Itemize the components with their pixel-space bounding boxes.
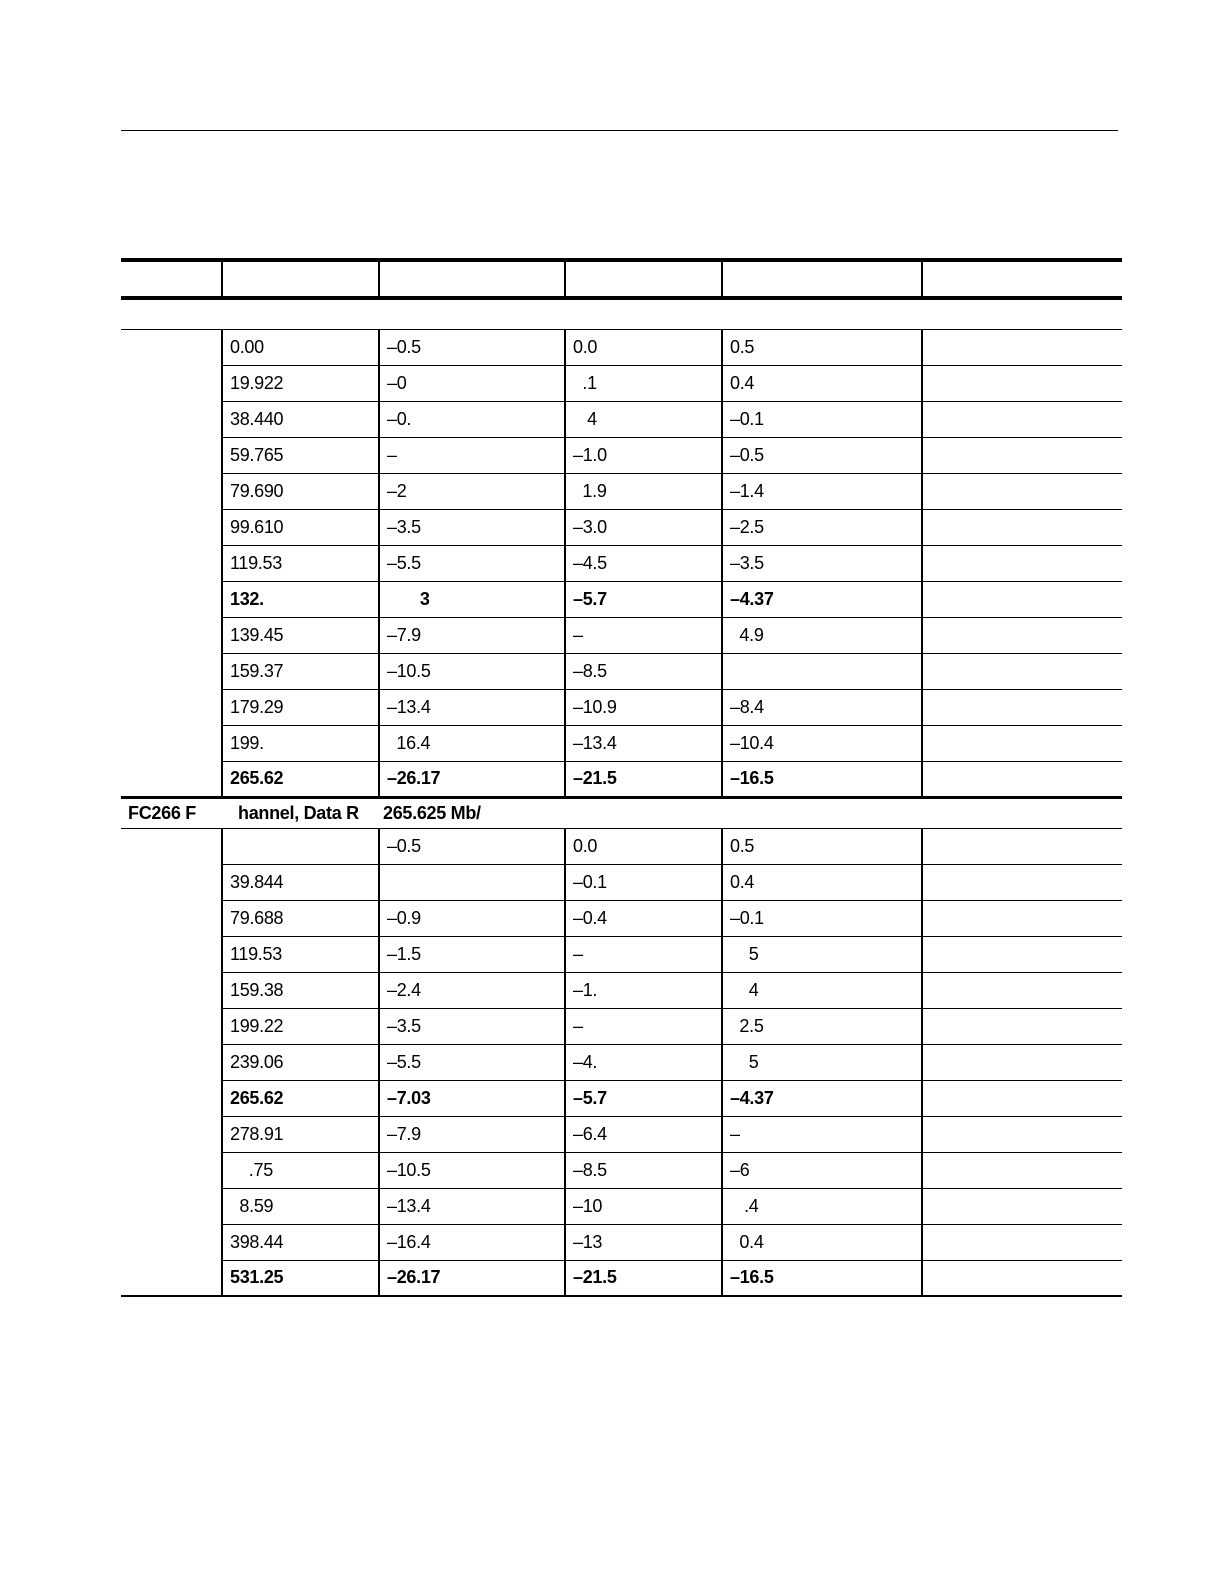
table-cell: .75 [222,1152,379,1188]
table-cell: 119.53 [222,936,379,972]
table-cell: 159.38 [222,972,379,1008]
table-cell: –1.5 [379,936,565,972]
table-cell: 1.9 [565,473,722,509]
section-row [121,298,1122,329]
table-cell: 119.53 [222,545,379,581]
table-cell-empty [922,725,1122,761]
table-cell: 16.4 [379,725,565,761]
table-row [121,936,1122,972]
table-header-cell [565,260,722,298]
table-row [121,329,1122,365]
table-cell: 79.690 [222,473,379,509]
group-cell [121,1224,222,1260]
table-cell: –0.5 [379,329,565,365]
group-cell [121,653,222,689]
table-cell: –10.9 [565,689,722,725]
table-cell: –7.9 [379,1116,565,1152]
table-cell: –16.4 [379,1224,565,1260]
table-cell: –0.1 [722,900,922,936]
table-cell: –8.5 [565,1152,722,1188]
table-cell: –0.5 [379,828,565,864]
table-cell: – [722,1116,922,1152]
group-cell [121,473,222,509]
table-cell: –16.5 [722,1260,922,1296]
group-cell [121,1008,222,1044]
table-cell: –16.5 [722,761,922,797]
section-label-a: FC266 F [121,797,222,828]
table-row [121,1116,1122,1152]
table-cell-empty [922,1044,1122,1080]
group-cell [121,1152,222,1188]
table-cell-empty [922,437,1122,473]
table-cell: 5 [722,1044,922,1080]
table-cell: 265.62 [222,761,379,797]
table-cell: 4.9 [722,617,922,653]
table-cell-empty [922,401,1122,437]
table-cell: 531.25 [222,1260,379,1296]
group-cell [121,1116,222,1152]
table-cell-empty [922,329,1122,365]
group-cell [121,900,222,936]
group-cell [121,864,222,900]
table-cell: 3 [379,581,565,617]
table-cell: 4 [565,401,722,437]
table-cell-empty [922,828,1122,864]
table-cell-empty [922,864,1122,900]
table-cell-empty [922,761,1122,797]
group-cell [121,617,222,653]
table-row [121,972,1122,1008]
table-cell: 0.00 [222,329,379,365]
table-cell: 199. [222,725,379,761]
table-cell: –2.5 [722,509,922,545]
section-label-b: hannel, Data R [222,797,379,828]
table-cell: –13.4 [379,689,565,725]
group-cell [121,437,222,473]
section-row [121,797,1122,828]
table-cell: –10.4 [722,725,922,761]
table-row [121,1152,1122,1188]
group-cell [121,1044,222,1080]
table-row [121,1080,1122,1116]
table-cell: –8.5 [565,653,722,689]
table-cell-empty [922,509,1122,545]
table-cell: –10.5 [379,653,565,689]
table-cell-empty [922,1260,1122,1296]
table-cell: –1. [565,972,722,1008]
top-rule [121,130,1118,131]
table-cell: –4.37 [722,581,922,617]
table-row [121,1188,1122,1224]
table-cell-empty [922,365,1122,401]
table-row [121,401,1122,437]
table-cell-empty [922,1008,1122,1044]
table-cell: –4. [565,1044,722,1080]
table-cell: –4.5 [565,545,722,581]
table-row [121,365,1122,401]
table-cell: – [565,617,722,653]
table-cell: –5.5 [379,1044,565,1080]
group-cell [121,545,222,581]
table-cell: 239.06 [222,1044,379,1080]
table-cell: –6.4 [565,1116,722,1152]
table-cell: – [565,936,722,972]
table-cell: –26.17 [379,761,565,797]
table-cell: –13 [565,1224,722,1260]
group-cell [121,936,222,972]
table-cell: 8.59 [222,1188,379,1224]
table-header-cell [922,260,1122,298]
table-cell: .1 [565,365,722,401]
table-row [121,473,1122,509]
table-cell: 0.0 [565,828,722,864]
table-cell [722,653,922,689]
table-cell: –13.4 [379,1188,565,1224]
group-cell [121,761,222,797]
table-cell: – [565,1008,722,1044]
table-cell: 5 [722,936,922,972]
table-cell: –0 [379,365,565,401]
table-cell-empty [922,1152,1122,1188]
table-cell: 19.922 [222,365,379,401]
section-label [121,298,1122,329]
table-cell: –21.5 [565,1260,722,1296]
table-row [121,653,1122,689]
table-cell: –6 [722,1152,922,1188]
table-cell: –21.5 [565,761,722,797]
table-cell: –7.03 [379,1080,565,1116]
table-cell: –13.4 [565,725,722,761]
table-cell: 199.22 [222,1008,379,1044]
table-cell-empty [922,1188,1122,1224]
section-label-c: 265.625 Mb/ [379,797,1122,828]
group-cell [121,401,222,437]
table-cell-empty [922,1116,1122,1152]
table-cell: 159.37 [222,653,379,689]
table-cell-empty [922,900,1122,936]
table-cell: 0.5 [722,329,922,365]
table-header-cell [722,260,922,298]
table-cell-empty [922,617,1122,653]
table-row [121,864,1122,900]
group-cell [121,1188,222,1224]
table-cell: 0.0 [565,329,722,365]
table-cell-empty [922,581,1122,617]
table-cell: –0.1 [565,864,722,900]
table-cell: 0.4 [722,864,922,900]
table-cell: –3.0 [565,509,722,545]
table-header-row [121,260,1122,298]
table-cell: 265.62 [222,1080,379,1116]
table-cell-empty [922,653,1122,689]
table-cell-empty [922,1080,1122,1116]
table-cell: –3.5 [379,509,565,545]
table-cell [222,828,379,864]
frequency-response-table [121,258,1122,1297]
table-cell-empty [922,972,1122,1008]
table-cell: 0.5 [722,828,922,864]
table-cell: –0. [379,401,565,437]
table-cell: – [379,437,565,473]
table-row [121,437,1122,473]
table-cell: –0.5 [722,437,922,473]
table-cell: –3.5 [722,545,922,581]
table-row [121,1260,1122,1296]
table-row [121,1044,1122,1080]
group-cell [121,1260,222,1296]
table-cell: –26.17 [379,1260,565,1296]
table-cell: 398.44 [222,1224,379,1260]
table-cell: 132. [222,581,379,617]
table-cell-empty [922,1224,1122,1260]
group-cell [121,509,222,545]
table-row [121,900,1122,936]
table-cell: 39.844 [222,864,379,900]
table-cell: –5.7 [565,581,722,617]
table-cell: –0.4 [565,900,722,936]
table-cell: –5.5 [379,545,565,581]
table-cell: –0.9 [379,900,565,936]
group-cell [121,581,222,617]
group-cell [121,972,222,1008]
table-cell: 38.440 [222,401,379,437]
table-row [121,725,1122,761]
table-header-cell [222,260,379,298]
table-cell-empty [922,936,1122,972]
table-row [121,761,1122,797]
table-cell: –0.1 [722,401,922,437]
table-row [121,509,1122,545]
table-cell: 2.5 [722,1008,922,1044]
table-row [121,581,1122,617]
table-cell: 0.4 [722,365,922,401]
group-cell [121,828,222,864]
table-cell: 139.45 [222,617,379,653]
table-row [121,545,1122,581]
group-cell [121,365,222,401]
table-row [121,1224,1122,1260]
table-cell: 79.688 [222,900,379,936]
group-cell [121,329,222,365]
table-cell: –1.0 [565,437,722,473]
table-row [121,689,1122,725]
table-cell: 99.610 [222,509,379,545]
table-cell: 0.4 [722,1224,922,1260]
group-cell [121,1080,222,1116]
group-cell [121,725,222,761]
table-cell: –5.7 [565,1080,722,1116]
table-cell: 278.91 [222,1116,379,1152]
table-cell: .4 [722,1188,922,1224]
table-cell: 59.765 [222,437,379,473]
table-header-cell [121,260,222,298]
table-cell: –2.4 [379,972,565,1008]
table-cell: –10 [565,1188,722,1224]
table-cell: –8.4 [722,689,922,725]
table-cell: –2 [379,473,565,509]
table-cell [379,864,565,900]
table-row [121,617,1122,653]
table-cell: –3.5 [379,1008,565,1044]
table-row [121,828,1122,864]
table-cell-empty [922,689,1122,725]
table-header-cell [379,260,565,298]
table-row [121,1008,1122,1044]
table-cell: –7.9 [379,617,565,653]
group-cell [121,689,222,725]
table-cell-empty [922,473,1122,509]
table-cell: –1.4 [722,473,922,509]
table-cell: –4.37 [722,1080,922,1116]
table-cell: 4 [722,972,922,1008]
table-cell: 179.29 [222,689,379,725]
table-cell: –10.5 [379,1152,565,1188]
table-cell-empty [922,545,1122,581]
